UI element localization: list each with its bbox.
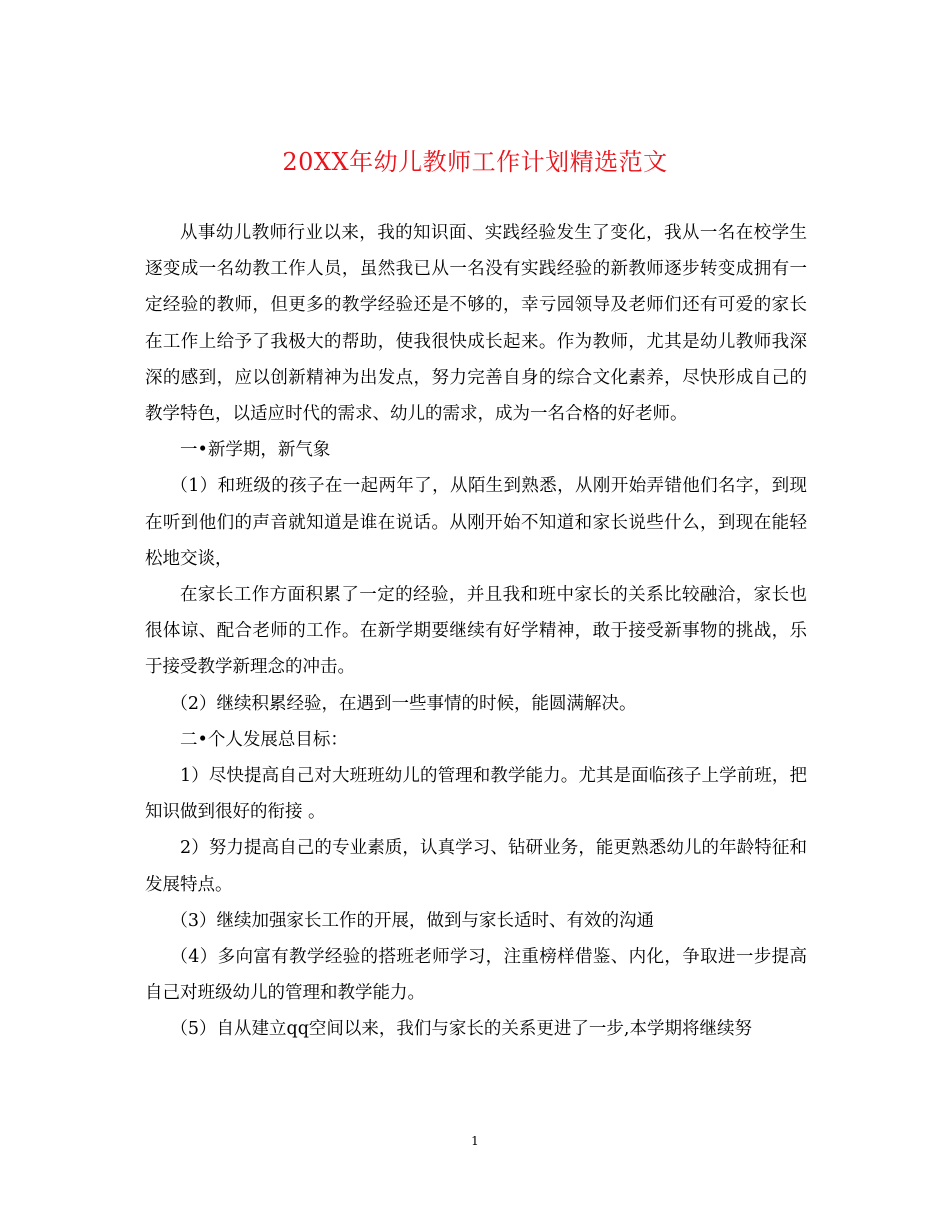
paragraph-goal-5: （5）自从建立qq空间以来，我们与家长的关系更进了一步,本学期将继续努 xyxy=(170,1019,752,1040)
paragraph-item-1: （1）和班级的孩子在一起两年了，从陌生到熟悉，从刚开始弄错他们名字，到现在听到他们的声音就知道是谁在说话。从刚开始不知道和家长说些什么，到现在能轻松地交谈， xyxy=(145,476,807,569)
paragraph-goal-4: （4）多向富有教学经验的搭班老师学习，注重榜样借鉴、内化，争取进一步提高自己对班级幼儿的管理和教学能力。 xyxy=(145,947,807,1004)
paragraph-item-2: （2）继续积累经验，在遇到一些事情的时候，能圆满解决。 xyxy=(170,693,637,714)
paragraph-goal-3: （3）继续加强家长工作的开展，做到与家长适时、有效的沟通 xyxy=(170,910,655,931)
page-number: 1 xyxy=(471,1134,479,1148)
section-heading-1: 一•新学期，新气象 xyxy=(180,440,331,461)
paragraph-goal-1: 1）尽快提高自己对大班班幼儿的管理和教学能力。尤其是面临孩子上学前班，把知识做到很好的衔接 。 xyxy=(145,766,807,823)
paragraph-intro: 从事幼儿教师行业以来，我的知识面、实践经验发生了变化，我从一名在校学生逐变成一名幼教工作人员，虽然我已从一名没有实践经验的新教师逐步转变成拥有一定经验的教师，但更多的教学经验还是不够的，幸亏园领导及老师们还有可爱的家长在工作上给予了我极大的帮助，使我很快成长起来。作为教师，尤其是幼儿教师我深深的感到，应以创新精神为出发点，努力完善自身的综合文化素养，尽快形成自己的教学特色，以适应时代的需求、幼儿的需求，成为一名合格的好老师。 xyxy=(145,223,807,425)
paragraph-parent-work: 在家长工作方面积累了一定的经验，并且我和班中家长的关系比较融洽，家长也很体谅、配合老师的工作。在新学期要继续有好学精神，敢于接受新事物的挑战，乐于接受教学新理念的冲击。 xyxy=(145,585,807,678)
paragraph-goal-2: 2）努力提高自己的专业素质，认真学习、钻研业务，能更熟悉幼儿的年龄特征和发展特点。 xyxy=(145,838,807,895)
document-title: 20XX年幼儿教师工作计划精选范文 xyxy=(282,148,668,176)
section-heading-2: 二•个人发展总目标： xyxy=(180,729,348,750)
document-body xyxy=(145,215,807,1048)
